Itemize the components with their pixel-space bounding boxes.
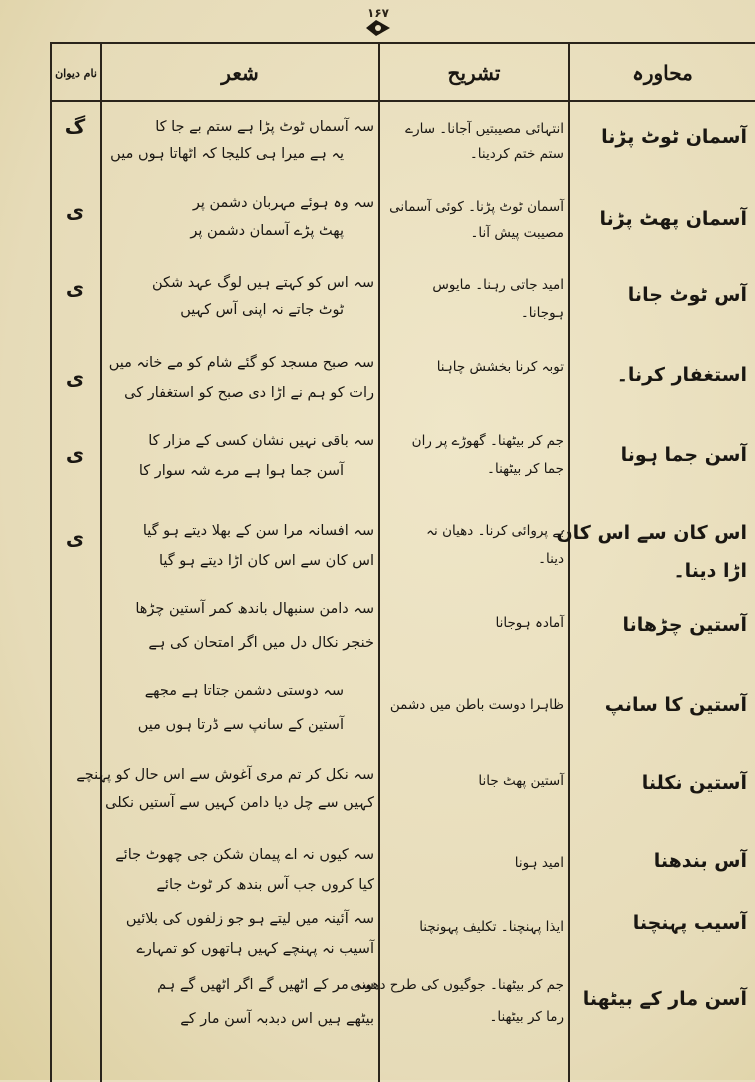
header-verse: شعر (221, 61, 259, 85)
idiom-cell: آس ٹوٹ جانا (627, 284, 747, 306)
verse-line: سہ دامن سنبھال باندھ کمر آستین چڑھا (135, 601, 374, 617)
diwan-cell: گ (64, 114, 86, 138)
verse-line: خنجر نکال دل میں اگر امتحان کی ہے (148, 635, 374, 651)
explanation-line: ایذا پہنچنا۔ تکلیف پہونچنا (419, 919, 564, 935)
verse-line: کیا کروں جب آس بندھ کر ٹوٹ جائے (156, 877, 374, 893)
idiom-cell: آسمان پھٹ پڑنا (599, 208, 747, 230)
page-number: ۱۶۷ (367, 6, 389, 20)
idiom-cell: آستین نکلنا (641, 772, 747, 794)
explanation-line: مصیبت پیش آنا۔ (470, 225, 564, 241)
header-rule (50, 100, 755, 102)
page-number-mark (348, 6, 408, 40)
col-border-explanation (568, 44, 570, 1082)
col-border-diwan (100, 44, 102, 1082)
explanation-line: جم کر بیٹھنا۔ جوگیوں کی طرح دھونی (350, 977, 564, 993)
diwan-cell: ی (65, 366, 85, 390)
verse-line: پھٹ پڑے آسمان دشمن پر (190, 223, 344, 239)
explanation-line: آسمان ٹوٹ پڑنا۔ کوئی آسمانی (389, 199, 564, 215)
verse-line: سہ مر کے اٹھیں گے اگر اٹھیں گے ہم (157, 977, 374, 993)
diwan-cell: ی (65, 276, 85, 300)
diwan-cell: ی (65, 442, 85, 466)
idiom-cell: آس بندھنا (653, 850, 747, 872)
header-idiom: محاورہ (632, 61, 693, 85)
verse-line: سہ کیوں نہ اے پیمان شکن جی چھوٹ جائے (115, 847, 374, 863)
idiom-cell: آسن جما ہونا (620, 444, 747, 466)
verse-line: آسن جما ہوا ہے مرے شہ سوار کا (138, 463, 344, 479)
explanation-line: ظاہرا دوست باطن میں دشمن (389, 697, 564, 713)
verse-line: بیٹھے ہیں اس دبدبہ آسن مار کے (180, 1011, 374, 1027)
explanation-line: آمادہ ہوجانا (495, 615, 564, 631)
verse-line: کہیں سے چل دیا دامن کہیں سے آستیں نکلی (105, 795, 374, 811)
idiom-cell: آسیب پہنچنا (632, 912, 747, 934)
verse-line: آستین کے سانپ سے ڈرتا ہوں میں (137, 717, 344, 733)
idiom-cell: اس کان سے اس کان (556, 522, 747, 544)
verse-line: سہ اس کو کہتے ہیں لوگ عہد شکن (151, 275, 374, 291)
explanation-line: بے پروائی کرنا۔ دھیان نہ (426, 523, 564, 539)
explanation-line: دینا۔ (538, 551, 564, 567)
explanation-line: جما کر بیٹھنا۔ (487, 461, 564, 477)
explanation-line: امید ہونا (514, 855, 564, 871)
verse-line: یہ ہے میرا ہی کلیجا کہ اٹھاتا ہوں میں (110, 146, 344, 162)
idioms-table (50, 42, 755, 1082)
idiom-cell: آسمان ٹوٹ پڑنا (601, 126, 747, 148)
verse-line: سہ آسماں ٹوٹ پڑا ہے ستم بے جا کا (155, 119, 374, 135)
verse-line: سہ دوستی دشمن جتاتا ہے مجھے (144, 683, 344, 699)
idiom-cell: آستین چڑھانا (622, 614, 747, 636)
verse-line: سہ صبح مسجد کو گئے شام کو مے خانہ میں (108, 355, 374, 371)
verse-line: سہ باقی نہیں نشان کسی کے مزار کا (148, 433, 374, 449)
col-border-verse (378, 44, 380, 1082)
verse-line: رات کو ہم نے اڑا دی صبح کو استغفار کی (124, 385, 374, 401)
header-diwan: نام دیوان (55, 66, 97, 80)
explanation-line: جم کر بیٹھنا۔ گھوڑے پر ران (411, 433, 564, 449)
verse-line: اس کان سے اس کان اڑا دیتے ہو گیا (158, 553, 374, 569)
idiom-cell: آسن مار کے بیٹھنا (582, 988, 747, 1010)
verse-line: سہ نکل کر تم مری آغوش سے اس حال کو پہنچے (76, 767, 374, 783)
explanation-line: انتہائی مصیبتیں آجانا۔ سارے (405, 121, 564, 137)
idiom-cell: آستین کا سانپ (604, 694, 747, 716)
explanation-line: ہوجانا۔ (520, 305, 564, 321)
idiom-cell: اڑا دینا۔ (673, 560, 747, 582)
verse-line: سہ افسانہ مرا سن کے بھلا دیتے ہو گیا (142, 523, 374, 539)
explanation-line: رما کر بیٹھنا۔ (489, 1009, 564, 1025)
explanation-line: توبہ کرنا بخشش چاہنا (436, 359, 564, 375)
verse-line: سہ وہ ہوئے مہربان دشمن پر (192, 195, 374, 211)
explanation-line: ستم ختم کردینا۔ (469, 146, 564, 162)
header-explanation: تشریح (447, 61, 501, 85)
verse-line: ٹوٹ جاتے نہ اپنی آس کہیں (180, 302, 344, 318)
idiom-cell: استغفار کرنا۔ (616, 364, 747, 386)
diwan-cell: ی (65, 526, 85, 550)
diwan-cell: ی (65, 199, 85, 223)
verse-line: آسیب نہ پہنچے کہیں ہاتھوں کو تمہارے (136, 941, 374, 957)
explanation-line: آستین پھٹ جانا (478, 773, 564, 789)
explanation-line: امید جاتی رہنا۔ مایوس (432, 277, 564, 293)
verse-line: سہ آئینہ میں لیتے ہو جو زلفوں کی بلائیں (125, 911, 374, 927)
ornament-icon (364, 18, 392, 38)
